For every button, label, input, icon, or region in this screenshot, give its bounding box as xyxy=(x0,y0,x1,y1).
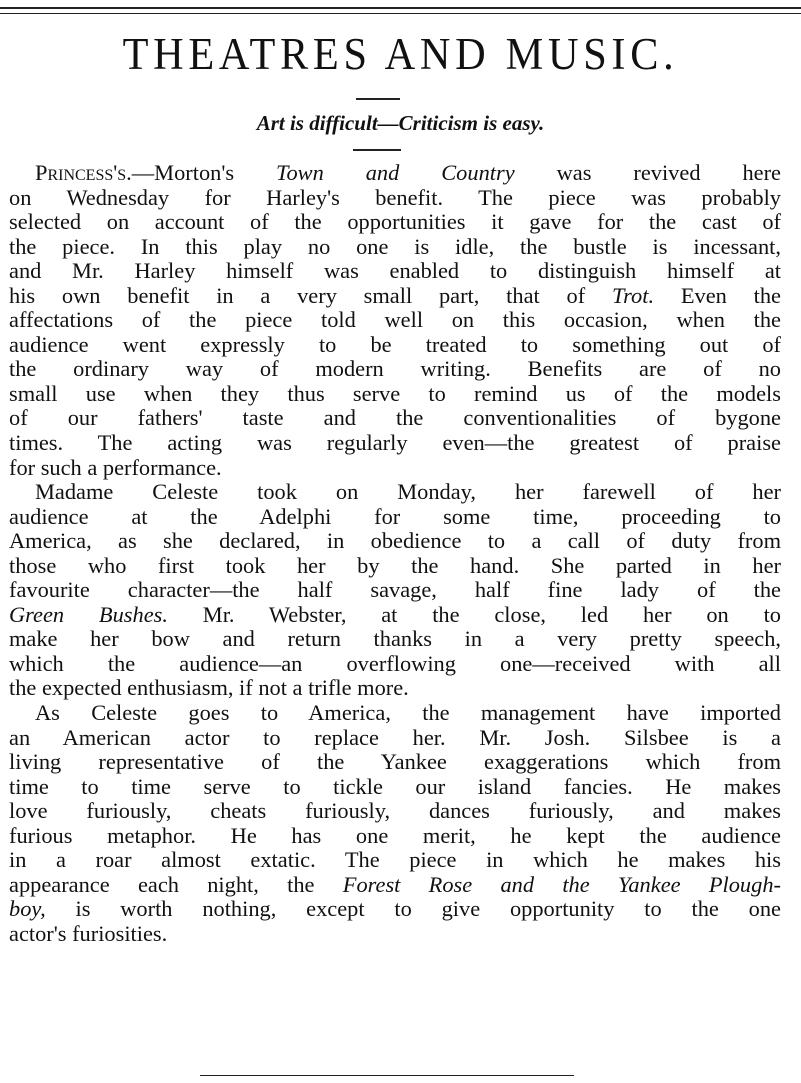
article-line xyxy=(9,627,781,652)
text-run: in a roar almost extatic. The piece in which he makes his xyxy=(9,847,781,873)
article-line xyxy=(9,210,781,235)
text-run: love furiously, cheats furiously, dances furiously, and makes xyxy=(9,798,781,824)
article-line xyxy=(9,750,781,775)
article-line xyxy=(9,456,781,481)
article-line xyxy=(9,284,781,309)
motto-divider xyxy=(353,149,401,151)
italic-title-text: Green Bushes. xyxy=(9,601,168,627)
article-line xyxy=(9,406,781,431)
article-line xyxy=(9,726,781,751)
italic-title-text: Forest Rose and the Yankee Plough- xyxy=(342,871,781,897)
text-run: selected on account of the opportunities it gave for the cast of xyxy=(9,209,781,235)
text-run: times. The acting was regularly even—the greatest of praise xyxy=(9,430,781,456)
italic-title-text: Trot. xyxy=(611,282,655,308)
section-title: THEATRES AND MUSIC. xyxy=(122,29,679,79)
italic-title-text: boy, xyxy=(9,896,46,922)
text-run: on Wednesday for Harley's benefit. The piece was probably xyxy=(9,184,781,210)
text-run: and Mr. Harley himself was enabled to distinguish himself at xyxy=(9,258,781,284)
text-run: the piece. In this play no one is idle, the bustle is incessant, xyxy=(9,233,781,259)
text-run: small use when they thus serve to remind us of the models xyxy=(9,380,781,406)
article-line xyxy=(9,186,781,211)
text-run: of our fathers' taste and the conventionalities of bygone xyxy=(9,405,781,431)
article-line xyxy=(9,824,781,849)
article-line xyxy=(9,505,781,530)
article-line xyxy=(9,357,781,382)
top-double-rule-thick xyxy=(0,7,801,9)
text-run: the ordinary way of modern writing. Benefits are of no xyxy=(9,356,781,382)
article-line xyxy=(9,333,781,358)
article-line xyxy=(9,431,781,456)
article-line xyxy=(9,701,781,726)
text-run: As Celeste goes to America, the management have imported xyxy=(35,700,781,726)
text-run: Madame Celeste took on Monday, her farewell of her xyxy=(35,479,781,505)
text-run: the expected enthusiasm, if not a trifle more. xyxy=(9,675,409,701)
article-line xyxy=(9,775,781,800)
article-body xyxy=(9,161,781,947)
text-run: audience at the Adelphi for some time, proceeding to xyxy=(9,503,781,529)
text-run: those who first took her by the hand. She parted in her xyxy=(9,552,781,578)
text-run: —Morton's xyxy=(131,160,277,185)
article-line xyxy=(9,554,781,579)
article-line xyxy=(9,161,781,186)
text-run: which the audience—an overflowing one—received with all xyxy=(9,650,781,676)
text-run: is worth nothing, except to give opportunity to the one xyxy=(45,896,781,922)
text-run: actor's furiosities. xyxy=(9,920,168,946)
text-run: time to time serve to tickle our island fancies. He makes xyxy=(9,773,781,799)
article-line xyxy=(9,676,781,701)
section-motto: Art is difficult—Criticism is easy. xyxy=(256,111,545,135)
title-divider xyxy=(356,98,400,100)
text-run: America, as she declared, in obedience to a call of duty from xyxy=(9,528,781,554)
article-line xyxy=(9,873,781,898)
article-line xyxy=(9,480,781,505)
article-line xyxy=(9,652,781,677)
article-line xyxy=(9,382,781,407)
article-line xyxy=(9,897,781,922)
text-run: living representative of the Yankee exaggerations which from xyxy=(9,749,781,775)
article-line xyxy=(9,529,781,554)
top-double-rule-thin xyxy=(0,13,801,14)
article-line xyxy=(9,799,781,824)
italic-title-text: Town and Country xyxy=(276,160,515,185)
article-line xyxy=(9,603,781,628)
article-line xyxy=(9,848,781,873)
text-run: an American actor to replace her. Mr. Josh. Silsbee is a xyxy=(9,724,781,750)
text-run: Mr. Webster, at the close, led her on to xyxy=(167,601,781,627)
article-line xyxy=(9,308,781,333)
article-line xyxy=(9,259,781,284)
theatre-name: Princess's. xyxy=(35,160,132,185)
text-run: was revived here xyxy=(514,160,781,185)
text-run: his own benefit in a very small part, that of xyxy=(9,282,612,308)
text-run: affectations of the piece told well on this occasion, when the xyxy=(9,307,781,333)
article-line xyxy=(9,578,781,603)
article-line xyxy=(9,235,781,260)
text-run: make her bow and return thanks in a very pretty speech, xyxy=(9,626,781,652)
text-run: audience went expressly to be treated to something out of xyxy=(9,331,781,357)
text-run: furious metaphor. He has one merit, he kept the audience xyxy=(9,822,781,848)
bottom-rule xyxy=(200,1075,574,1076)
article-line xyxy=(9,922,781,947)
text-run: for such a performance. xyxy=(9,454,222,480)
text-run: appearance each night, the xyxy=(9,871,343,897)
text-run: Even the xyxy=(654,282,781,308)
text-run: favourite character—the half savage, half fine lady of the xyxy=(9,577,781,603)
